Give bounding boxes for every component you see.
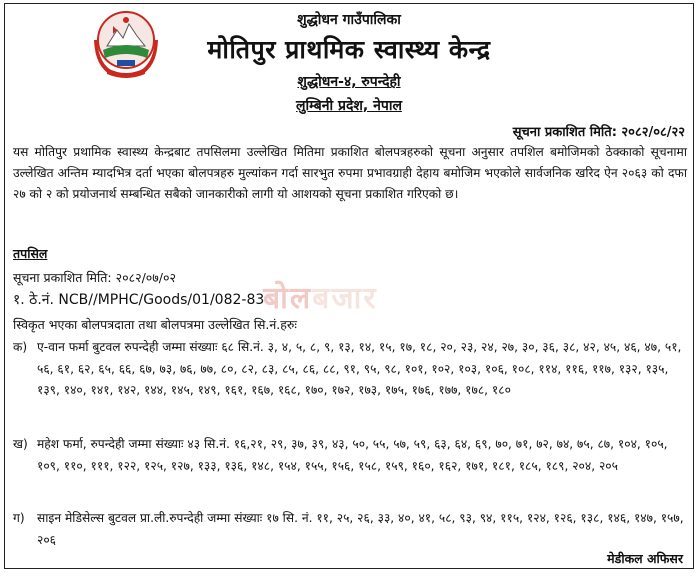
watermark-part-1: बोल [263,281,313,316]
bidder-text: ए-वान फर्मा बुटवल रुपन्देही जम्मा संख्याः ६८ सि.नं. ३, ४, ५, ८, ९, १३, १४, १५, १७, १८, २०, २३, २४, २७, ३०, ३६, ३८, ४२, ४५, ४६, ४७, ५१, ५६, ६१, ६२, ६५, ६६, ६७, ७३, ७६, ७७, ८०, ८२, ८३, ८५, ८६, ८८, ९१, ९५, ९८, १०१, १०२, १०३, १०६, १०८, ११४, ११६, ११७, १३२, १३५, १३९, १४०, १४१, १४२, १४४, १४५, १४९, १६१, १६७, १६८, १७०, १७२, १७३, १७५, १७६, १७७, १७८, १८० [37,340,682,397]
tender-number: १. ठे.नं. NCB//MPHC/Goods/01/082-83 [13,292,265,308]
bidder-item [13,434,687,477]
bidder-list-heading: स्विकृत भएका बोलपत्रदाता तथा बोलपत्रमा उल्लेखित सि.नं.हरुः [13,317,297,332]
bidder-item [13,337,687,402]
bidder-text: महेश फर्मा, रुपन्देही जम्मा संख्याः ४३ सि.नं. १६,२१, २९, ३७, ३९, ४३, ५०, ५५, ५७, ५९, ६३, ६४, ६९, ७०, ७१, ७२, ७४, ७५, ८७, १०४, १०५, १०९, ११०, १११, १२२, १२५, १२७, १३३, १३६, १४८, १५४, १५५, १५६, १५८, १५९, १६०, १६२, १७१, १८१, १८५, १८९, २०४, २०५ [37,437,668,473]
bidder-label: ग) [13,511,25,525]
notice-page [4,3,694,569]
watermark-part-2: बजार [312,281,378,316]
bidder-label: ख) [13,437,28,451]
publish-date: सूचना प्रकाशित मिति: २०८२/०८/२२ [512,125,685,140]
province-name: लुम्बिनी प्रदेश, नेपाल [296,98,402,114]
office-name: मोतिपुर प्राथमिक स्वास्थ्य केन्द्र [207,35,491,64]
signature-title: मेडीकल अफिसर [607,551,683,566]
intro-paragraph: यस मोतिपुर प्रथामिक स्वास्थ्य केन्द्रबाट तपसिलमा उल्लेखित मितिमा प्रकाशित बोलपत्रहरुको सूचना अनुसार तपशिल बमोजिमको ठेक्काको सूचनामा उल्लेखित अन्तिम म्यादभित्र दर्ता भएका बोलपत्रहरु मुल्यांकन गर्दा सारभुत रुपमा प्रभावग्राही देहाय बमोजिम भएकोले सार्वजनिक खरिद ऐन २०६३ को दफा २७ को २ को प्रयोजनार्थ सम्बन्धित सबैको जानकारीको लागी यो आशयको सूचना प्रकाशित गरिएको छ। [13,145,687,201]
bidder-item [13,508,687,551]
notice-date: सूचना प्रकाशित मिति: २०८२/०७/०२ [13,270,177,285]
tapasil-heading: तपसिल [13,246,48,261]
bidder-text: साइन मेडिसेल्स बुटवल प्रा.ली.रुपन्देही जम्मा संख्याः १७ सि. नं. ११, २५, २६, ३३, ४०, ४१, ५८, ९३, ९४, ११५, १२४, १२६, १३८, १४६, १४७, १५७, २०६ [37,511,684,547]
municipality-name: शुद्धोधन गाउँपालिका [297,12,401,28]
bidder-label: क) [13,340,28,354]
watermark-logo [263,276,378,317]
office-address: शुद्धोधन-४, रुपन्देही [297,74,401,90]
